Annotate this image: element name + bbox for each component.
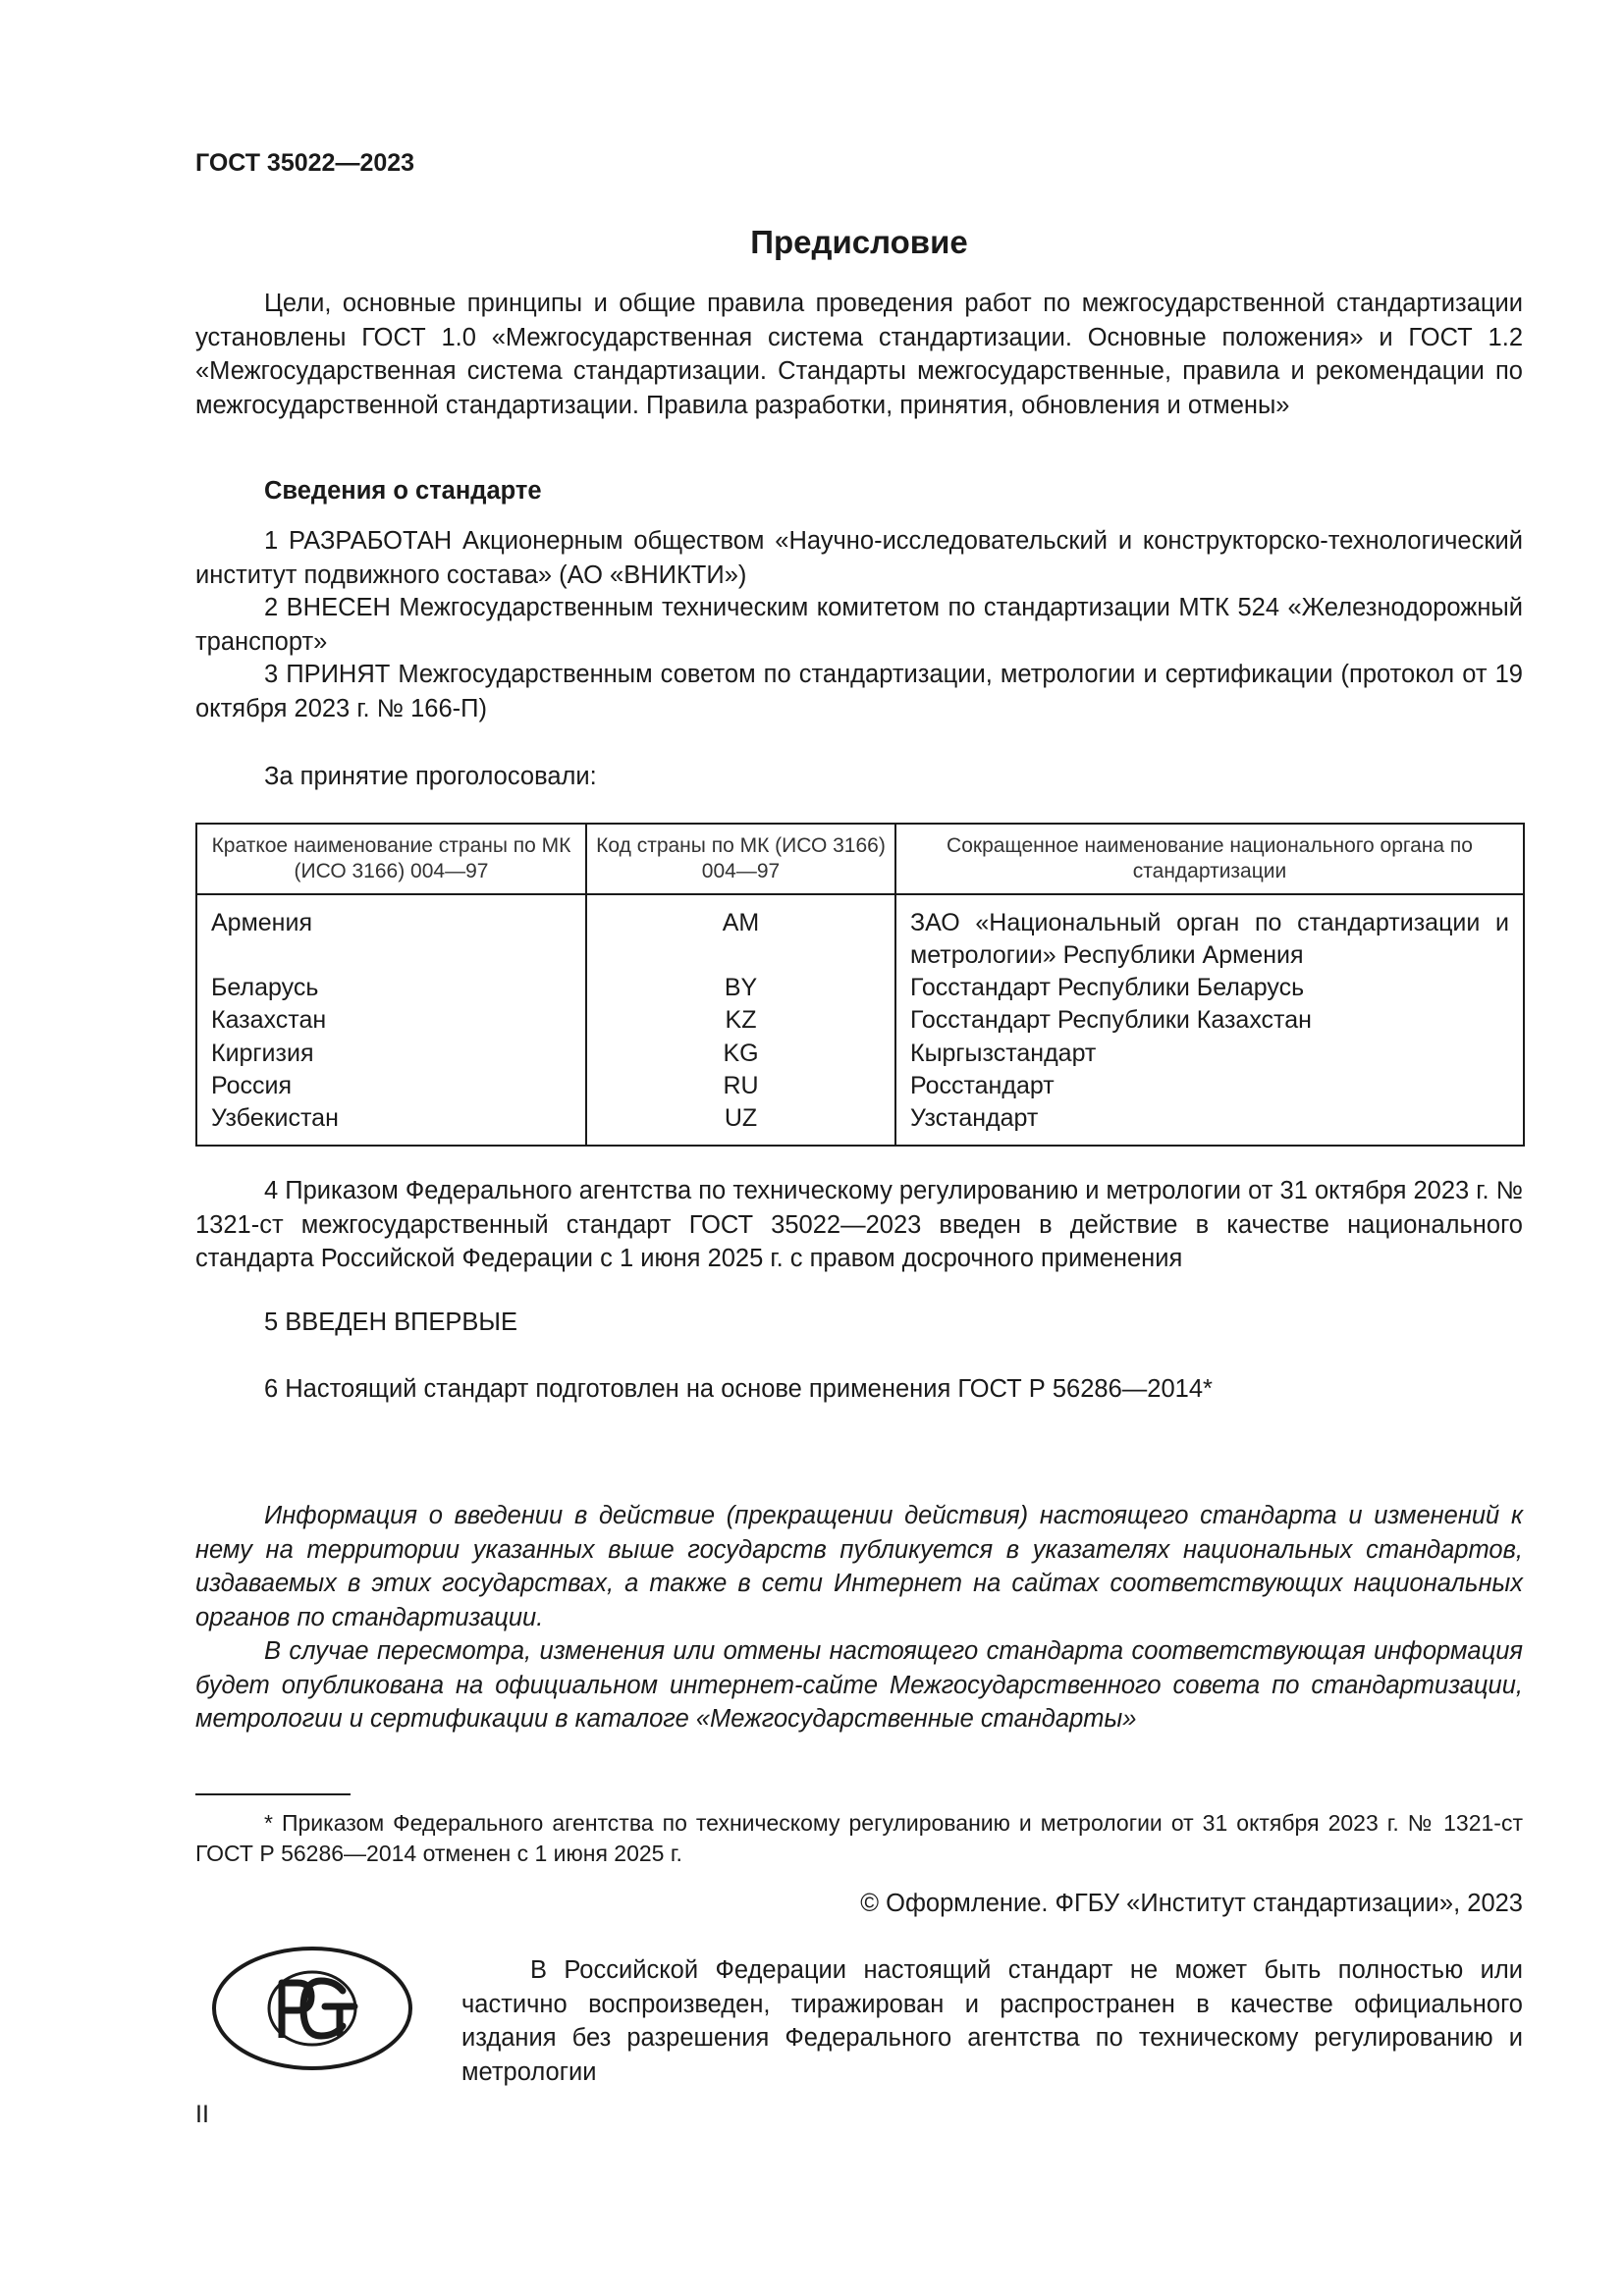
column-header-code: Код страны по МК (ИСО 3166) 004—97	[586, 824, 895, 894]
column-header-organ: Сокращенное наименование национального органа по стандартизации	[895, 824, 1524, 894]
organ-cell: Кыргызстандарт	[895, 1038, 1524, 1070]
italic-info-paragraph: Информация о введении в действие (прекращении действия) настоящего стандарта и изменений к нему на территории указанных выше государств публикуется в указателях национальных стандартов, издаваемых в этих государствах, а также в сети Интернет на сайтах соответствующих национальных органов по стандартизации.	[195, 1502, 1523, 1631]
column-header-country: Краткое наименование страны по МК (ИСО 3166) 004—97	[196, 824, 586, 894]
country-cell: Армения	[196, 894, 586, 972]
country-cell: Беларусь	[196, 972, 586, 1004]
item-developed: 1 РАЗРАБОТАН Акционерным обществом «Научно-исследовательский и конструкторско-технологический институт подвижного состава» (АО «ВНИКТИ»)	[195, 527, 1523, 589]
code-cell: KZ	[586, 1004, 895, 1037]
organ-cell: Госстандарт Республики Беларусь	[895, 972, 1524, 1004]
copyright-line: © Оформление. ФГБУ «Институт стандартизации», 2023	[860, 1890, 1523, 1917]
table-row	[196, 1102, 1524, 1146]
item-first-time: 5 ВВЕДЕН ВПЕРВЫЕ	[264, 1308, 518, 1336]
intro-paragraph: Цели, основные принципы и общие правила проведения работ по межгосударственной стандартизации установлены ГОСТ 1.0 «Межгосударственная система стандартизации. Основные положения» и ГОСТ 1.2 «Межгосударственная система стандартизации. Стандарты межгосударственные, правила и рекомендации по межгосударственной стандартизации. Правила разработки, принятия, обновления и отмены»	[195, 290, 1523, 419]
item-based-on: 6 Настоящий стандарт подготовлен на основе применения ГОСТ Р 56286—2014*	[264, 1375, 1213, 1403]
table-row	[196, 972, 1524, 1004]
table-header-row	[196, 824, 1524, 894]
organ-cell: Госстандарт Республики Казахстан	[895, 1004, 1524, 1037]
code-cell: KG	[586, 1038, 895, 1070]
voted-label: За принятие проголосовали:	[264, 763, 597, 790]
table-row	[196, 1070, 1524, 1102]
page-title: Предисловие	[750, 224, 968, 260]
standard-info-heading: Сведения о стандарте	[264, 477, 542, 505]
rst-certification-mark-icon	[211, 1946, 413, 2071]
document-code: ГОСТ 35022—2023	[195, 149, 415, 177]
country-cell: Узбекистан	[196, 1102, 586, 1146]
voting-table	[195, 823, 1525, 1147]
organ-cell: Росстандарт	[895, 1070, 1524, 1102]
footnote: * Приказом Федерального агентства по техническому регулированию и метрологии от 31 октября 2023 г. № 1321-ст ГОСТ Р 56286—2014 отменен с 1 июня 2025 г.	[195, 1810, 1523, 1866]
item-order: 4 Приказом Федерального агентства по техническому регулированию и метрологии от 31 октября 2023 г. № 1321-ст межгосударственный стандарт ГОСТ 35022—2023 введен в действие в качестве национального стандарта Российской Федерации с 1 июня 2025 г. с правом досрочного применения	[195, 1177, 1523, 1272]
page-number: II	[195, 2101, 209, 2128]
country-cell: Казахстан	[196, 1004, 586, 1037]
item-adopted: 3 ПРИНЯТ Межгосударственным советом по стандартизации, метрологии и сертификации (протокол от 19 октября 2023 г. № 166-П)	[195, 661, 1523, 722]
italic-info-paragraph: В случае пересмотра, изменения или отмены настоящего стандарта соответствующая информация будет опубликована на официальном интернет-сайте Межгосударственного совета по стандартизации, метрологии и сертификации в каталоге «Межгосударственные стандарты»	[195, 1637, 1523, 1733]
item-introduced: 2 ВНЕСЕН Межгосударственным техническим комитетом по стандартизации МТК 524 «Железнодорожный транспорт»	[195, 594, 1523, 656]
code-cell: UZ	[586, 1102, 895, 1146]
country-cell: Киргизия	[196, 1038, 586, 1070]
country-cell: Россия	[196, 1070, 586, 1102]
footnote-divider	[195, 1793, 351, 1795]
organ-cell: Узстандарт	[895, 1102, 1524, 1146]
code-cell: RU	[586, 1070, 895, 1102]
organ-cell: ЗАО «Национальный орган по стандартизации и метрологии» Республики Армения	[895, 894, 1524, 972]
code-cell: AM	[586, 894, 895, 972]
table-row	[196, 1038, 1524, 1070]
table-row	[196, 1004, 1524, 1037]
copyright-notice: В Российской Федерации настоящий стандарт не может быть полностью или частично воспроизведен, тиражирован и распространен в качестве официального издания без разрешения Федерального агентства по техническому регулированию и метрологии	[461, 1956, 1523, 2086]
table-row	[196, 894, 1524, 972]
code-cell: BY	[586, 972, 895, 1004]
